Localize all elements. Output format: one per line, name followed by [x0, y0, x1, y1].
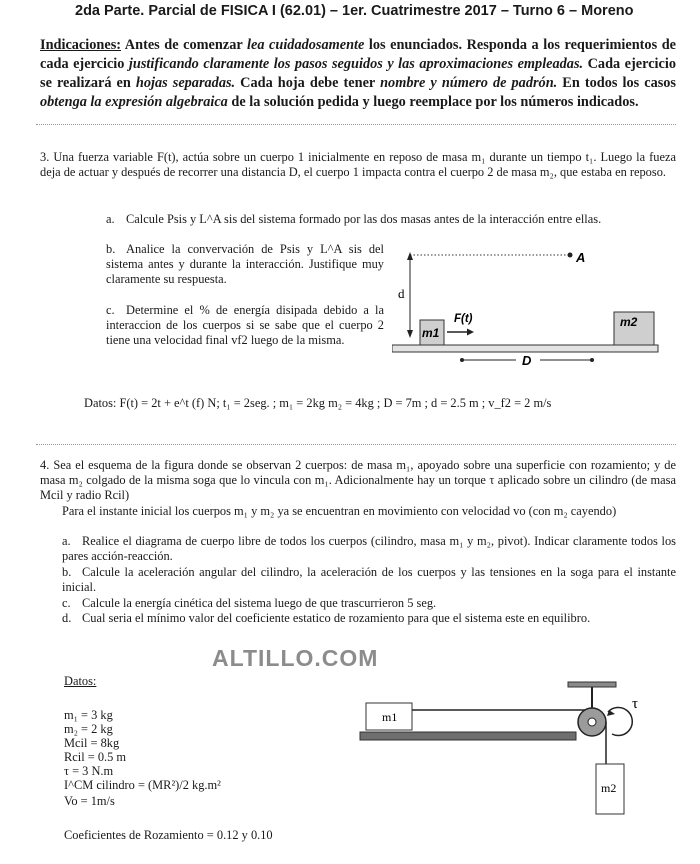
q3-item-c — [106, 303, 384, 348]
q4-item-a — [62, 534, 676, 564]
q4-item-d-text: Cual seria el mínimo valor del coeficiente estatico de rozamiento para que el sistema este en equilibro. — [82, 611, 591, 625]
q4-number: 4. — [40, 458, 50, 472]
instructions — [40, 36, 676, 112]
point-a-label: A — [576, 250, 586, 265]
instr-text: Cada ejercicio se realizará en — [40, 56, 676, 91]
q4-datos-line: Vo = 1m/s — [64, 794, 115, 808]
block-m1-label: m1 — [382, 710, 398, 724]
q3-item-b-text: Analice la convervación de Psis y L^A sis del sistema antes y durante la interacción. Justifique muy claramente su respuesta. — [106, 242, 384, 286]
ceiling — [568, 682, 616, 687]
q4-item-d — [62, 611, 676, 626]
mass-2-label: m2 — [620, 315, 638, 329]
q3-statement-text: Una fuerza variable F(t), actúa sobre un cuerpo 1 inicialmente en reposo de masa m₁ durante un tiempo t₁. Luego la fueza deja de actuar y después de recorrer una distancia D, el cuerpo 1 impacta contra el cuerpo 2 de masa m₂, que estaba en reposo. — [40, 150, 676, 179]
q3-number: 3. — [40, 150, 50, 164]
q4-item-d-label: d. — [62, 611, 72, 625]
instr-italic: obtenga la expresión algebraica — [40, 94, 228, 110]
q4-datos-line: m₂ = 2 kg — [64, 722, 113, 736]
force-label: F(t) — [454, 313, 473, 325]
q4-statement-2: Para el instante inicial los cuerpos m₁ y m₂ ya se encuentran en movimiento con velocidad vo (con m₂ cayendo) — [62, 504, 617, 518]
q4-item-b-text: Calcule la aceleración angular del cilindro, la aceleración de los cuerpos y las tensiones en la soga para el instante inicial. — [62, 565, 676, 594]
q4-statement-text: Sea el esquema de la figura donde se observan 2 cuerpos: de masa m₁, apoyado sobre una superficie con rozamiento; y de masa m₂ colgado de la misma soga que lo vincula con m₁. Adicionalmente hay un torque τ aplicado sobre un cilindro (de masa Mcil y radio Rcil) — [40, 458, 676, 502]
q3-datos: Datos: F(t) = 2t + e^t (f) N; t₁ = 2seg. ; m₁ = 2kg m₂ = 4kg ; D = 7m ; d = 2.5 m ; v_f2 = 2 m/s — [84, 396, 552, 410]
q4-datos-line: τ = 3 N.m — [64, 764, 114, 778]
q4-item-c-text: Calcule la energía cinética del sistema luego de que trascurrieron 5 seg. — [82, 596, 437, 610]
q3-item-b — [106, 242, 384, 287]
q3-item-a-label: a. — [106, 212, 115, 226]
instr-text: Cada hoja debe tener — [235, 75, 381, 91]
instr-italic: hojas separadas. — [135, 75, 236, 91]
q4-datos-line: I^CM cilindro = (MR²)/2 kg.m² — [64, 778, 221, 792]
separator — [36, 124, 676, 125]
q4-datos-title: Datos: — [64, 674, 97, 688]
cylinder-axle — [588, 718, 596, 726]
instr-italic: nombre y número de padrón. — [380, 75, 558, 91]
q4-coef: Coeficientes de Rozamiento = 0.12 y 0.10 — [64, 828, 273, 842]
instr-italic: lea cuidadosamente — [247, 37, 365, 53]
q3-item-c-text: Determine el % de energía disipada debido a la interaccion de los cuerpos si se sabe que el cuerpo 2 tiene una velocidad final vf2 luego de la misma. — [106, 303, 384, 347]
q4-item-b — [62, 565, 676, 595]
q3-item-a-text: Calcule Psis y L^A sis del sistema formado por las dos masas antes de la interacción entre ellas. — [126, 212, 602, 226]
exam-header: 2da Parte. Parcial de FISICA I (62.01) – 1er. Cuatrimestre 2017 – Turno 6 – Moreno — [75, 3, 634, 19]
watermark: ALTILLO.COM — [212, 645, 379, 671]
q4-item-c-label: c. — [62, 596, 71, 610]
q4-statement — [40, 458, 676, 503]
torque-label: τ — [632, 696, 639, 712]
instructions-title: Indicaciones: — [40, 37, 122, 53]
q4-item-a-label: a. — [62, 534, 71, 548]
distance-dot-left — [460, 358, 464, 362]
q3-statement — [40, 150, 676, 180]
q3-item-a — [106, 212, 676, 227]
distance-label: D — [522, 353, 532, 368]
floor — [392, 345, 658, 352]
instr-text: de la solución pedida y luego reemplace por los números indicados. — [227, 94, 639, 110]
instr-text: Antes de comenzar — [121, 37, 247, 53]
q4-datos-line: Mcil = 8kg — [64, 736, 120, 750]
d-label: d — [398, 286, 405, 301]
separator — [36, 444, 676, 445]
d-arrow-head-top — [407, 252, 413, 260]
friction-surface — [360, 732, 576, 740]
force-arrow-head — [467, 329, 474, 336]
point-a-dot — [568, 253, 573, 258]
q4-item-b-label: b. — [62, 565, 72, 579]
distance-dot-right — [590, 358, 594, 362]
q3-item-b-label: b. — [106, 242, 116, 256]
d-arrow-head-bottom — [407, 330, 413, 338]
block-m2-label: m2 — [601, 781, 617, 795]
q3-item-c-label: c. — [106, 303, 115, 317]
instr-text: En todos los casos — [557, 75, 676, 91]
q4-datos-line: Rcil = 0.5 m — [64, 750, 127, 764]
q3-figure — [392, 240, 682, 370]
instr-text: los enunciados. Responda a los requerimientos de cada ejercicio — [40, 37, 676, 72]
q4-item-c — [62, 596, 676, 611]
q4-item-a-text: Realice el diagrama de cuerpo libre de todos los cuerpos (cilindro, masa m₁ y m₂, pivot). Indicar claramente todos los pares acción-reacción. — [62, 534, 676, 563]
instr-italic: justificando claramente los pasos seguidos y las aproximaciones empleadas. — [128, 56, 584, 72]
q4-datos-line: m₁ = 3 kg — [64, 708, 113, 722]
mass-1-label: m1 — [422, 326, 440, 340]
q4-figure — [356, 676, 686, 826]
torque-arrow — [608, 707, 632, 735]
